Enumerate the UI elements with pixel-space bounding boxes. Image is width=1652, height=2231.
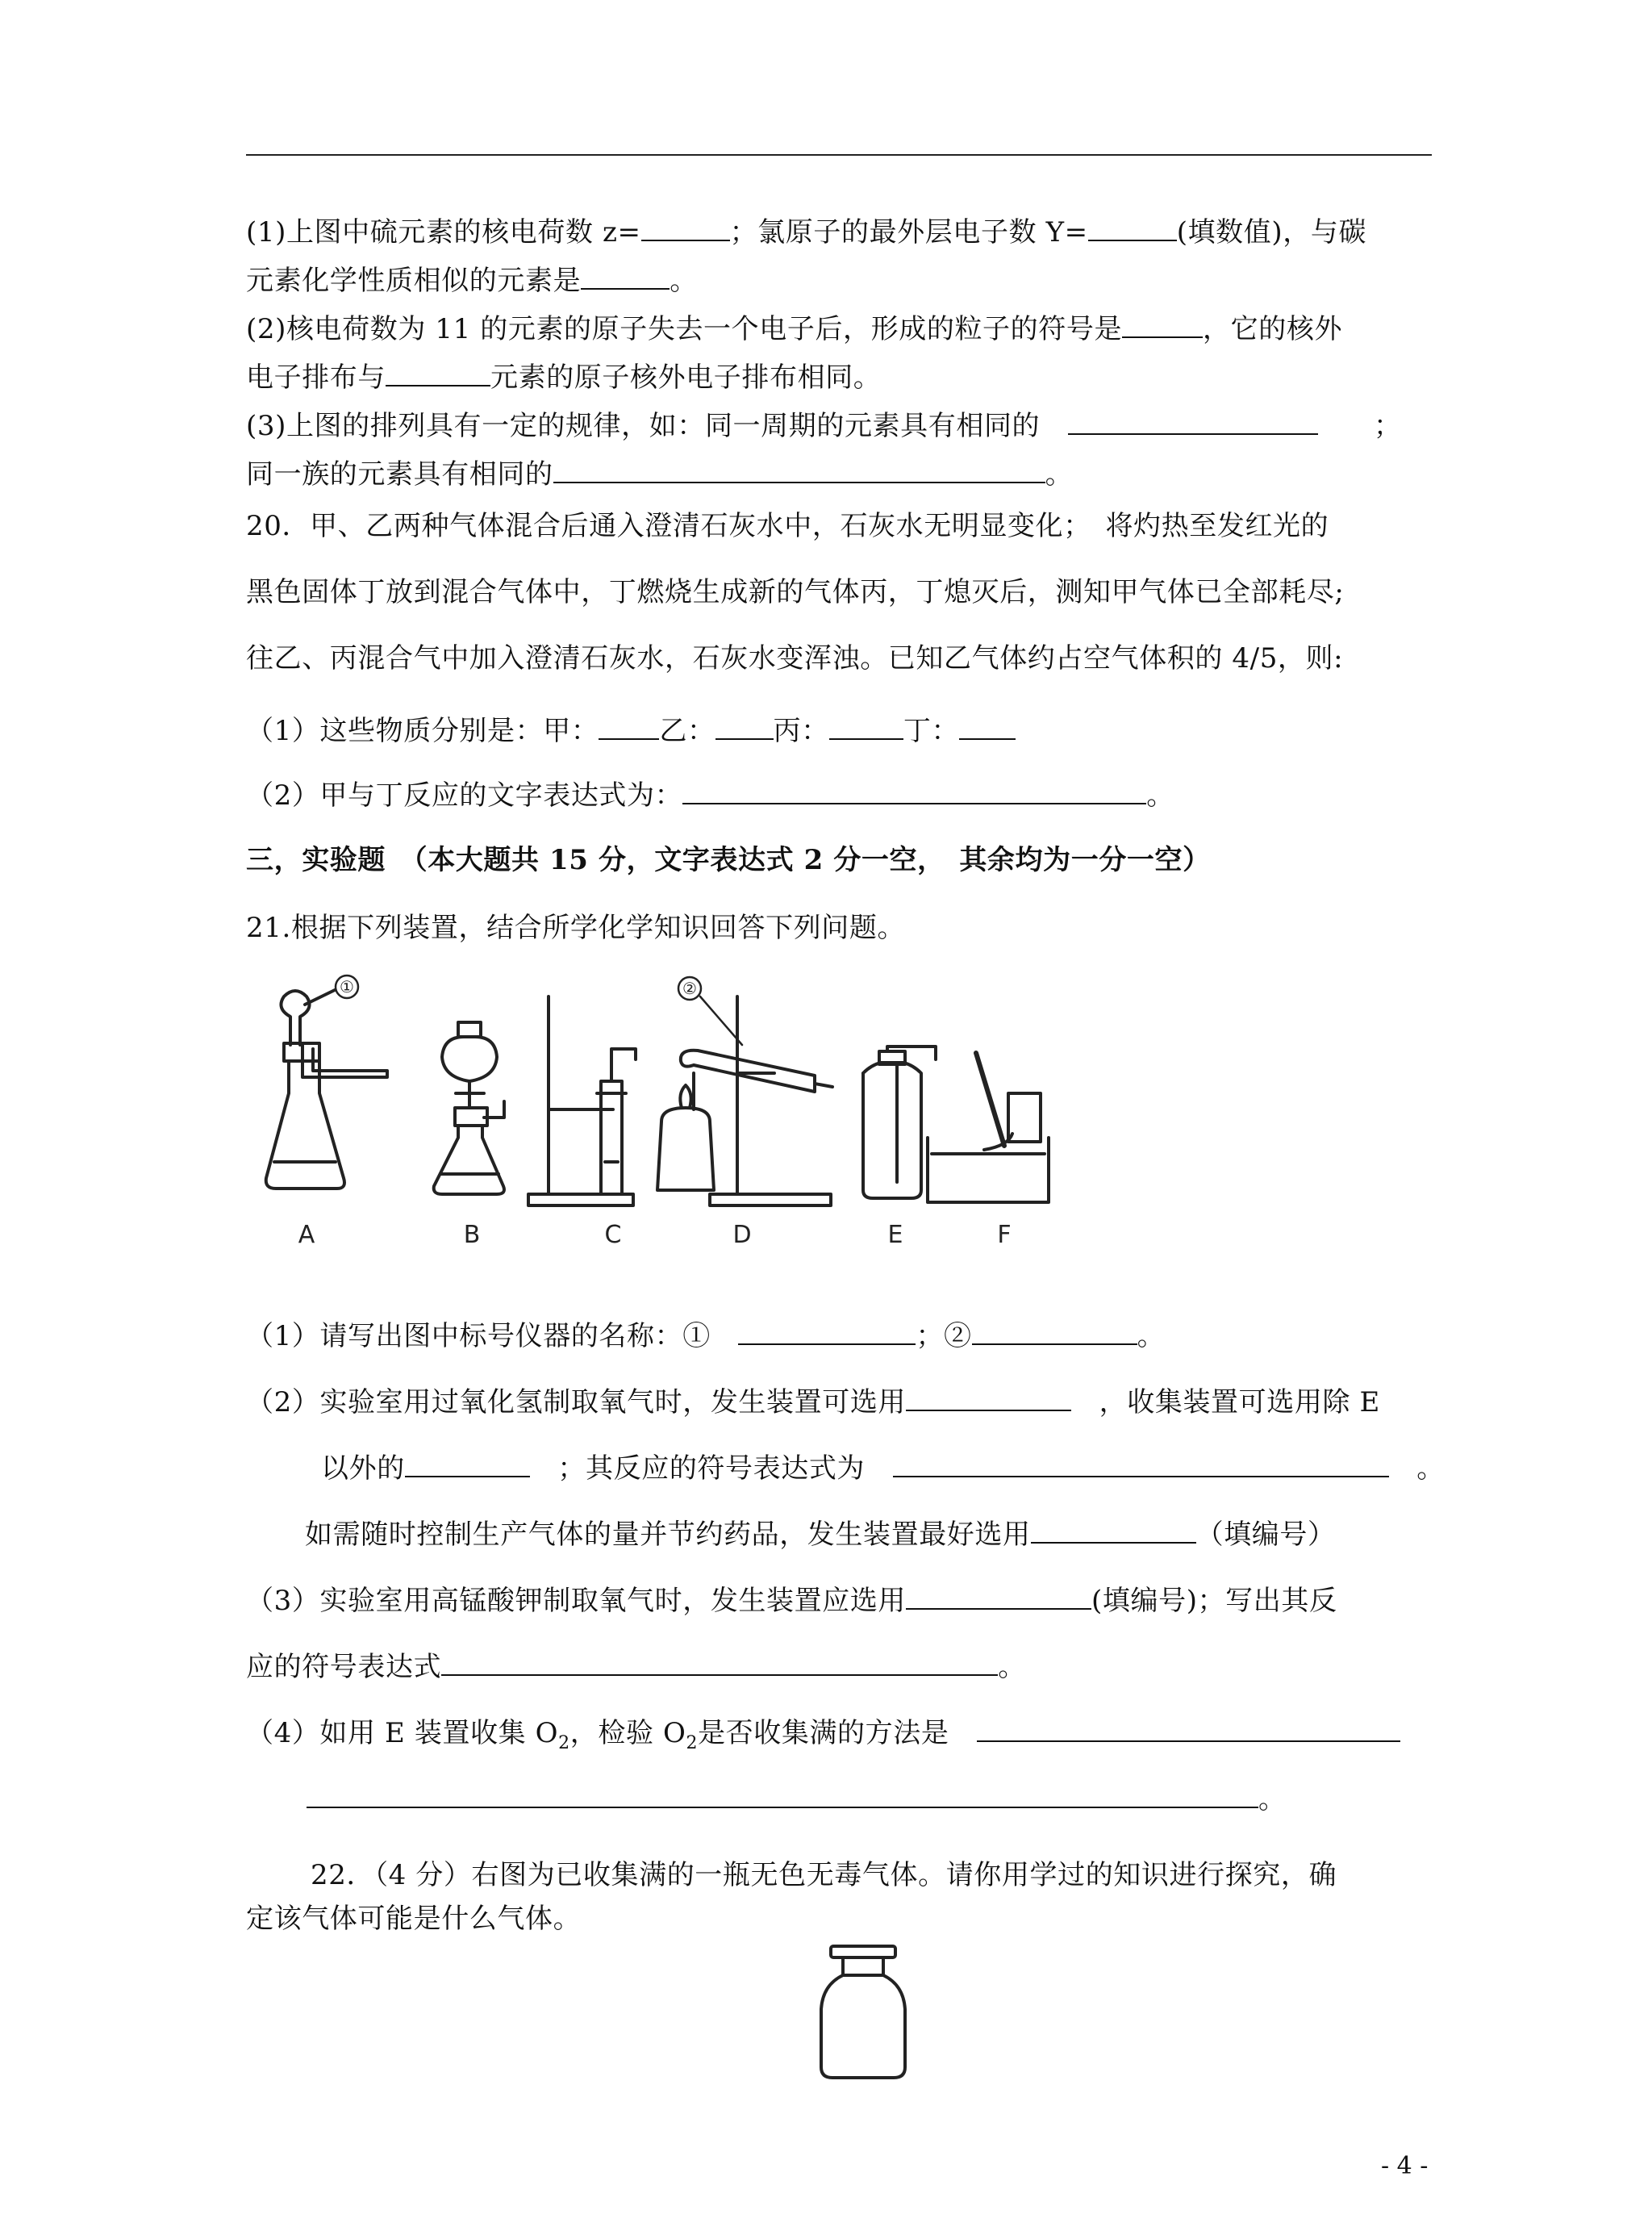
q19-line-6: 同一族的元素具有相同的 。 xyxy=(246,458,1074,491)
header-rule xyxy=(246,154,1432,156)
q20-line-2: 黑色固体丁放到混合气体中，丁燃烧生成新的气体丙，丁熄灭后，测知甲气体已全部耗尽; xyxy=(246,576,1345,608)
answer-blank-same-config-element[interactable] xyxy=(386,361,490,386)
q20-sub-2: （2）甲与丁反应的文字表达式为： 。 xyxy=(246,779,1174,812)
q21-sub-2-line-2: 以外的 ；其反应的符号表达式为 。 xyxy=(321,1452,1445,1485)
answer-blank-o2-full-test[interactable] xyxy=(977,1716,1400,1742)
q21-sub-4-line-1: （4）如用 E 装置收集 $O_2$，检验 $O_2$是否收集满的方法是 xyxy=(246,1712,1456,1765)
q22-line-2: 定该气体可能是什么气体。 xyxy=(246,1903,582,1935)
answer-blank-jia[interactable] xyxy=(599,714,659,740)
answer-blank-z[interactable] xyxy=(641,215,730,241)
answer-blank-h2o2-equation[interactable] xyxy=(893,1452,1389,1477)
answer-blank-kmno4-generator[interactable] xyxy=(906,1584,1091,1610)
answer-blank-similar-element[interactable] xyxy=(581,264,670,290)
q19-line-3: (2)核电荷数为 11 的元素的原子失去一个电子后，形成的粒子的符号是 ，它的核外 xyxy=(246,313,1343,345)
answer-blank-word-equation[interactable] xyxy=(682,779,1146,804)
apparatus-d xyxy=(657,996,832,1205)
figure-label-c: C xyxy=(604,1221,622,1249)
apparatus-c xyxy=(528,996,636,1205)
q22-line-1: 22．（4 分）右图为已收集满的一瓶无色无毒气体。请你用学过的知识进行探究，确 xyxy=(311,1859,1337,1891)
q20-sub-1: （1）这些物质分别是：甲： 乙： 丙： 丁： xyxy=(246,710,1456,752)
apparatus-f xyxy=(928,1053,1049,1202)
q19-line-1: (1)上图中硫元素的核电荷数 z= ；氯原子的最外层电子数 Y= (填数值)，与碳 xyxy=(246,216,1367,249)
answer-blank-instrument-2[interactable] xyxy=(972,1319,1137,1345)
answer-blank-ion-symbol[interactable] xyxy=(1122,312,1203,338)
callout-2: ② xyxy=(682,979,697,998)
answer-blank-yi[interactable] xyxy=(715,714,774,740)
answer-blank-ding[interactable] xyxy=(959,714,1016,740)
answer-blank-y[interactable] xyxy=(1088,215,1177,241)
section-3-heading: 三，实验题 （本大题共 15 分，文字表达式 2 分一空， 其余均为一分一空） xyxy=(246,844,1211,876)
answer-blank-bing[interactable] xyxy=(829,714,903,740)
figure-label-d: D xyxy=(732,1221,752,1249)
answer-blank-controlled-generator[interactable] xyxy=(1031,1518,1196,1544)
apparatus-a xyxy=(266,990,387,1189)
figure-label-b: B xyxy=(463,1221,481,1249)
answer-blank-o2-full-test-continued[interactable] xyxy=(307,1787,1258,1808)
q19-line-4: 电子排布与 元素的原子核外电子排布相同。 xyxy=(246,361,882,394)
answer-blank-period-rule[interactable] xyxy=(1068,409,1318,435)
answer-blank-h2o2-collector[interactable] xyxy=(405,1452,530,1477)
answer-blank-instrument-1[interactable] xyxy=(738,1319,916,1345)
q21-sub-4-line-2: 。 xyxy=(307,1778,1516,1820)
q21-sub-3-line-1: （3）实验室用高锰酸钾制取氧气时，发生装置应选用 (填编号)；写出其反 xyxy=(246,1585,1337,1617)
apparatus-e xyxy=(863,1047,936,1198)
answer-blank-kmno4-equation[interactable] xyxy=(441,1650,998,1676)
answer-blank-h2o2-generator[interactable] xyxy=(906,1385,1071,1411)
q21-sub-2-line-1: （2）实验室用过氧化氢制取氧气时，发生装置可选用 ，收集装置可选用除 E xyxy=(246,1386,1380,1418)
q21-sub-3-line-2: 应的符号表达式 。 xyxy=(246,1651,1026,1683)
figure-label-a: A xyxy=(298,1221,315,1249)
q20-line-3: 往乙、丙混合气中加入澄清石灰水，石灰水变浑浊。已知乙气体约占空气体积的 4/5，则: xyxy=(246,642,1344,675)
lab-apparatus-figure xyxy=(258,972,1299,1255)
q21-intro: 21.根据下列装置，结合所学化学知识回答下列问题。 xyxy=(246,912,906,944)
apparatus-b xyxy=(434,1022,504,1194)
page-number: - 4 - xyxy=(1381,2152,1429,2180)
q19-line-5: (3)上图的排列具有一定的规律，如：同一周期的元素具有相同的 ； xyxy=(246,410,1402,442)
answer-blank-group-rule[interactable] xyxy=(553,457,1045,483)
figure-label-e: E xyxy=(887,1221,903,1249)
q21-sub-1: （1）请写出图中标号仪器的名称：① ；② 。 xyxy=(246,1320,1166,1352)
callout-1: ① xyxy=(340,977,354,996)
gas-bottle-figure xyxy=(815,1945,912,2082)
q21-sub-2-line-3: 如需随时控制生产气体的量并节约药品，发生装置最好选用 （填编号） xyxy=(305,1519,1336,1551)
q20-line-1: 20．甲、乙两种气体混合后通入澄清石灰水中，石灰水无明显变化； 将灼热至发红光的 xyxy=(246,510,1329,542)
figure-label-f: F xyxy=(997,1221,1012,1249)
q19-line-2: 元素化学性质相似的元素是 。 xyxy=(246,265,698,297)
